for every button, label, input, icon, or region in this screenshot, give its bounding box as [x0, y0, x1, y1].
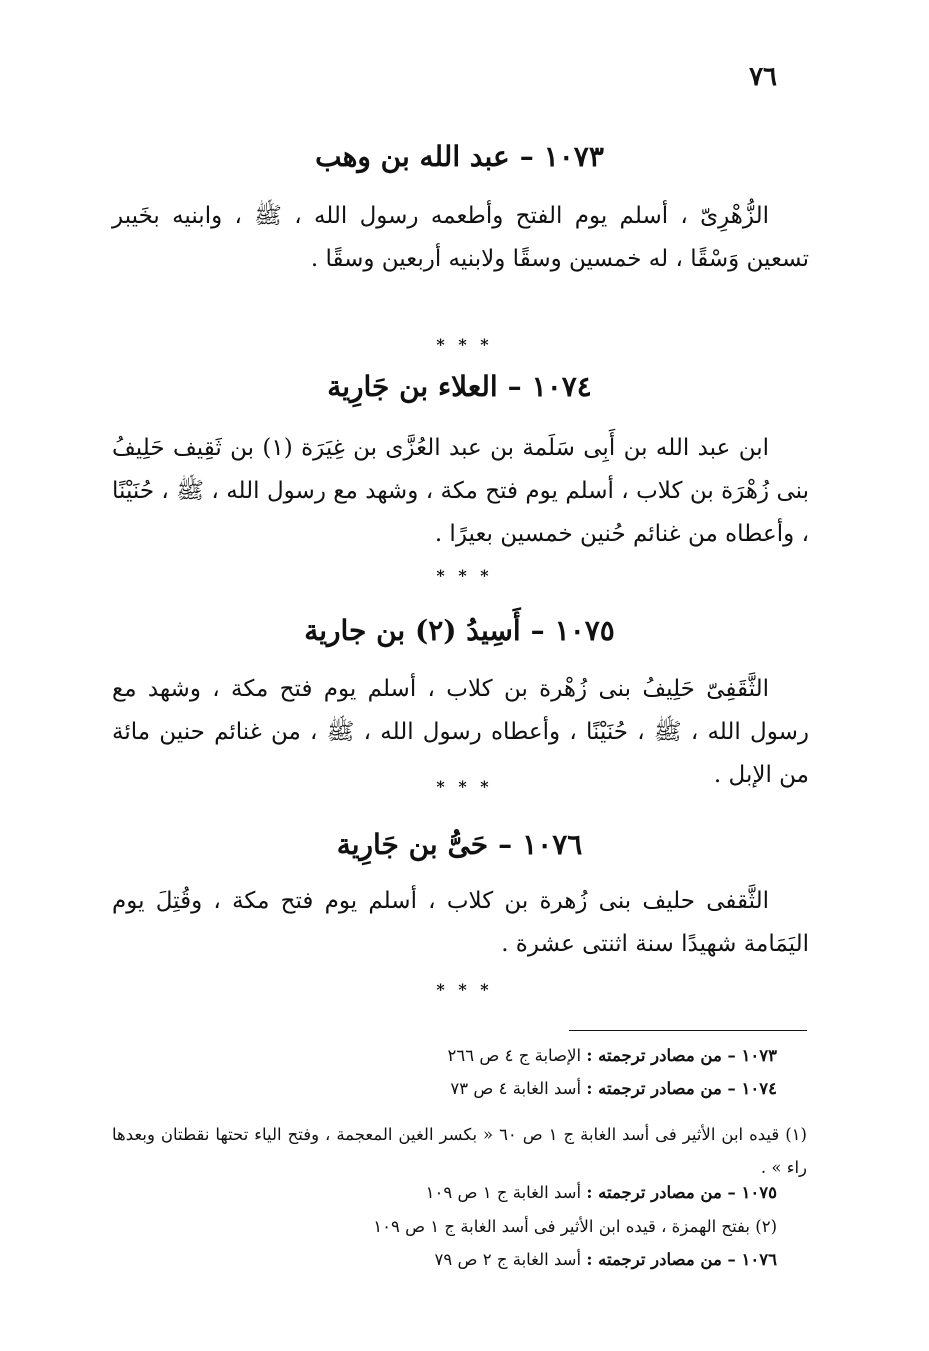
entry-text-1075: الثَّقَفِىّ حَلِيفُ بنى زُهْرة بن كلاب ، أسلم يوم فتح مكة ، وشهد مع رسول الله ، ﷺ ، حُنَيْنًا ، وأعطاه رسول الله ، ﷺ ، من غنائم حنين مائة من الإبل .: [112, 676, 809, 788]
footnote-1: (١) قيده ابن الأثير فى أسد الغابة ج ١ ص ٦٠ « بكسر الغين المعجمة ، وفتح الياء تحتها نقطتان وبعدها راء » .: [112, 1125, 807, 1177]
entry-text-1076: الثَّقفى حليف بنى زُهرة بن كلاب ، أسلم يوم فتح مكة ، وقُتِلَ يوم اليَمَامة شهيدًا سنة اثنتى عشرة .: [112, 888, 809, 957]
entry-number: ١٠٧٤: [531, 370, 592, 403]
footnote-source-1074: ١٠٧٤ – من مصادر ترجمته : أسد الغابة ٤ ص ٧٣: [450, 1079, 777, 1098]
entry-number: ١٠٧٣: [543, 140, 604, 173]
entry-dash: –: [507, 370, 522, 403]
entry-number: ١٠٧٥: [554, 614, 615, 647]
entry-name: العلاء بن جَارِية: [327, 370, 498, 403]
entry-number: ١٠٧٦: [522, 828, 583, 861]
entry-name: أَسِيدُ (٢) بن جارية: [304, 614, 521, 647]
footnote-source-1076: ١٠٧٦ – من مصادر ترجمته : أسد الغابة ج ٢ ص ٧٩: [434, 1250, 777, 1269]
footnote-2: (٢) بفتح الهمزة ، قيده ابن الأثير فى أسد الغابة ج ١ ص ١٠٩: [373, 1217, 777, 1236]
footnote-source-1073: ١٠٧٣ – من مصادر ترجمته : الإصابة ج ٤ ص ٢٦٦: [447, 1046, 777, 1065]
entry-title-1073: [110, 140, 809, 173]
page-number: ٧٦: [749, 62, 777, 92]
footnote-source-1075: ١٠٧٥ – من مصادر ترجمته : أسد الغابة ج ١ ص ١٠٩: [425, 1183, 777, 1202]
separator: * * *: [436, 777, 493, 796]
entry-dash: –: [530, 614, 545, 647]
entry-text-1074: ابن عبد الله بن أَبِى سَلَمة بن عبد العُزَّى بن غِيَرَة (١) بن ثَقِيف حَلِيفُ بنى زُهْرَة بن كلاب ، أسلم يوم فتح مكة ، وشهد مع رسول الله ، ﷺ ، حُنَيْنًا ، وأعطاه من غنائم حُنين خمسين بعيرًا .: [112, 435, 809, 547]
entry-dash: –: [519, 140, 534, 173]
footnote-rule: [569, 1030, 807, 1031]
entry-dash: –: [498, 828, 513, 861]
separator: * * *: [436, 566, 493, 585]
entry-text-1073: الزُّهْرِىّ ، أسلم يوم الفتح وأطعمه رسول الله ، ﷺ ، وابنيه بخَيبر تسعين وَسْقًا ، له خمسين وسقًا ولابنيه أربعين وسقًا .: [112, 203, 809, 272]
separator: * * *: [436, 980, 493, 999]
entry-title-1075: [110, 614, 809, 647]
entry-title-1074: [110, 370, 809, 403]
entry-name: عبد الله بن وهب: [315, 140, 510, 173]
separator: * * *: [436, 335, 493, 354]
entry-title-1076: [110, 828, 809, 861]
entry-name: حَىُّ بن جَارِية: [336, 828, 489, 861]
